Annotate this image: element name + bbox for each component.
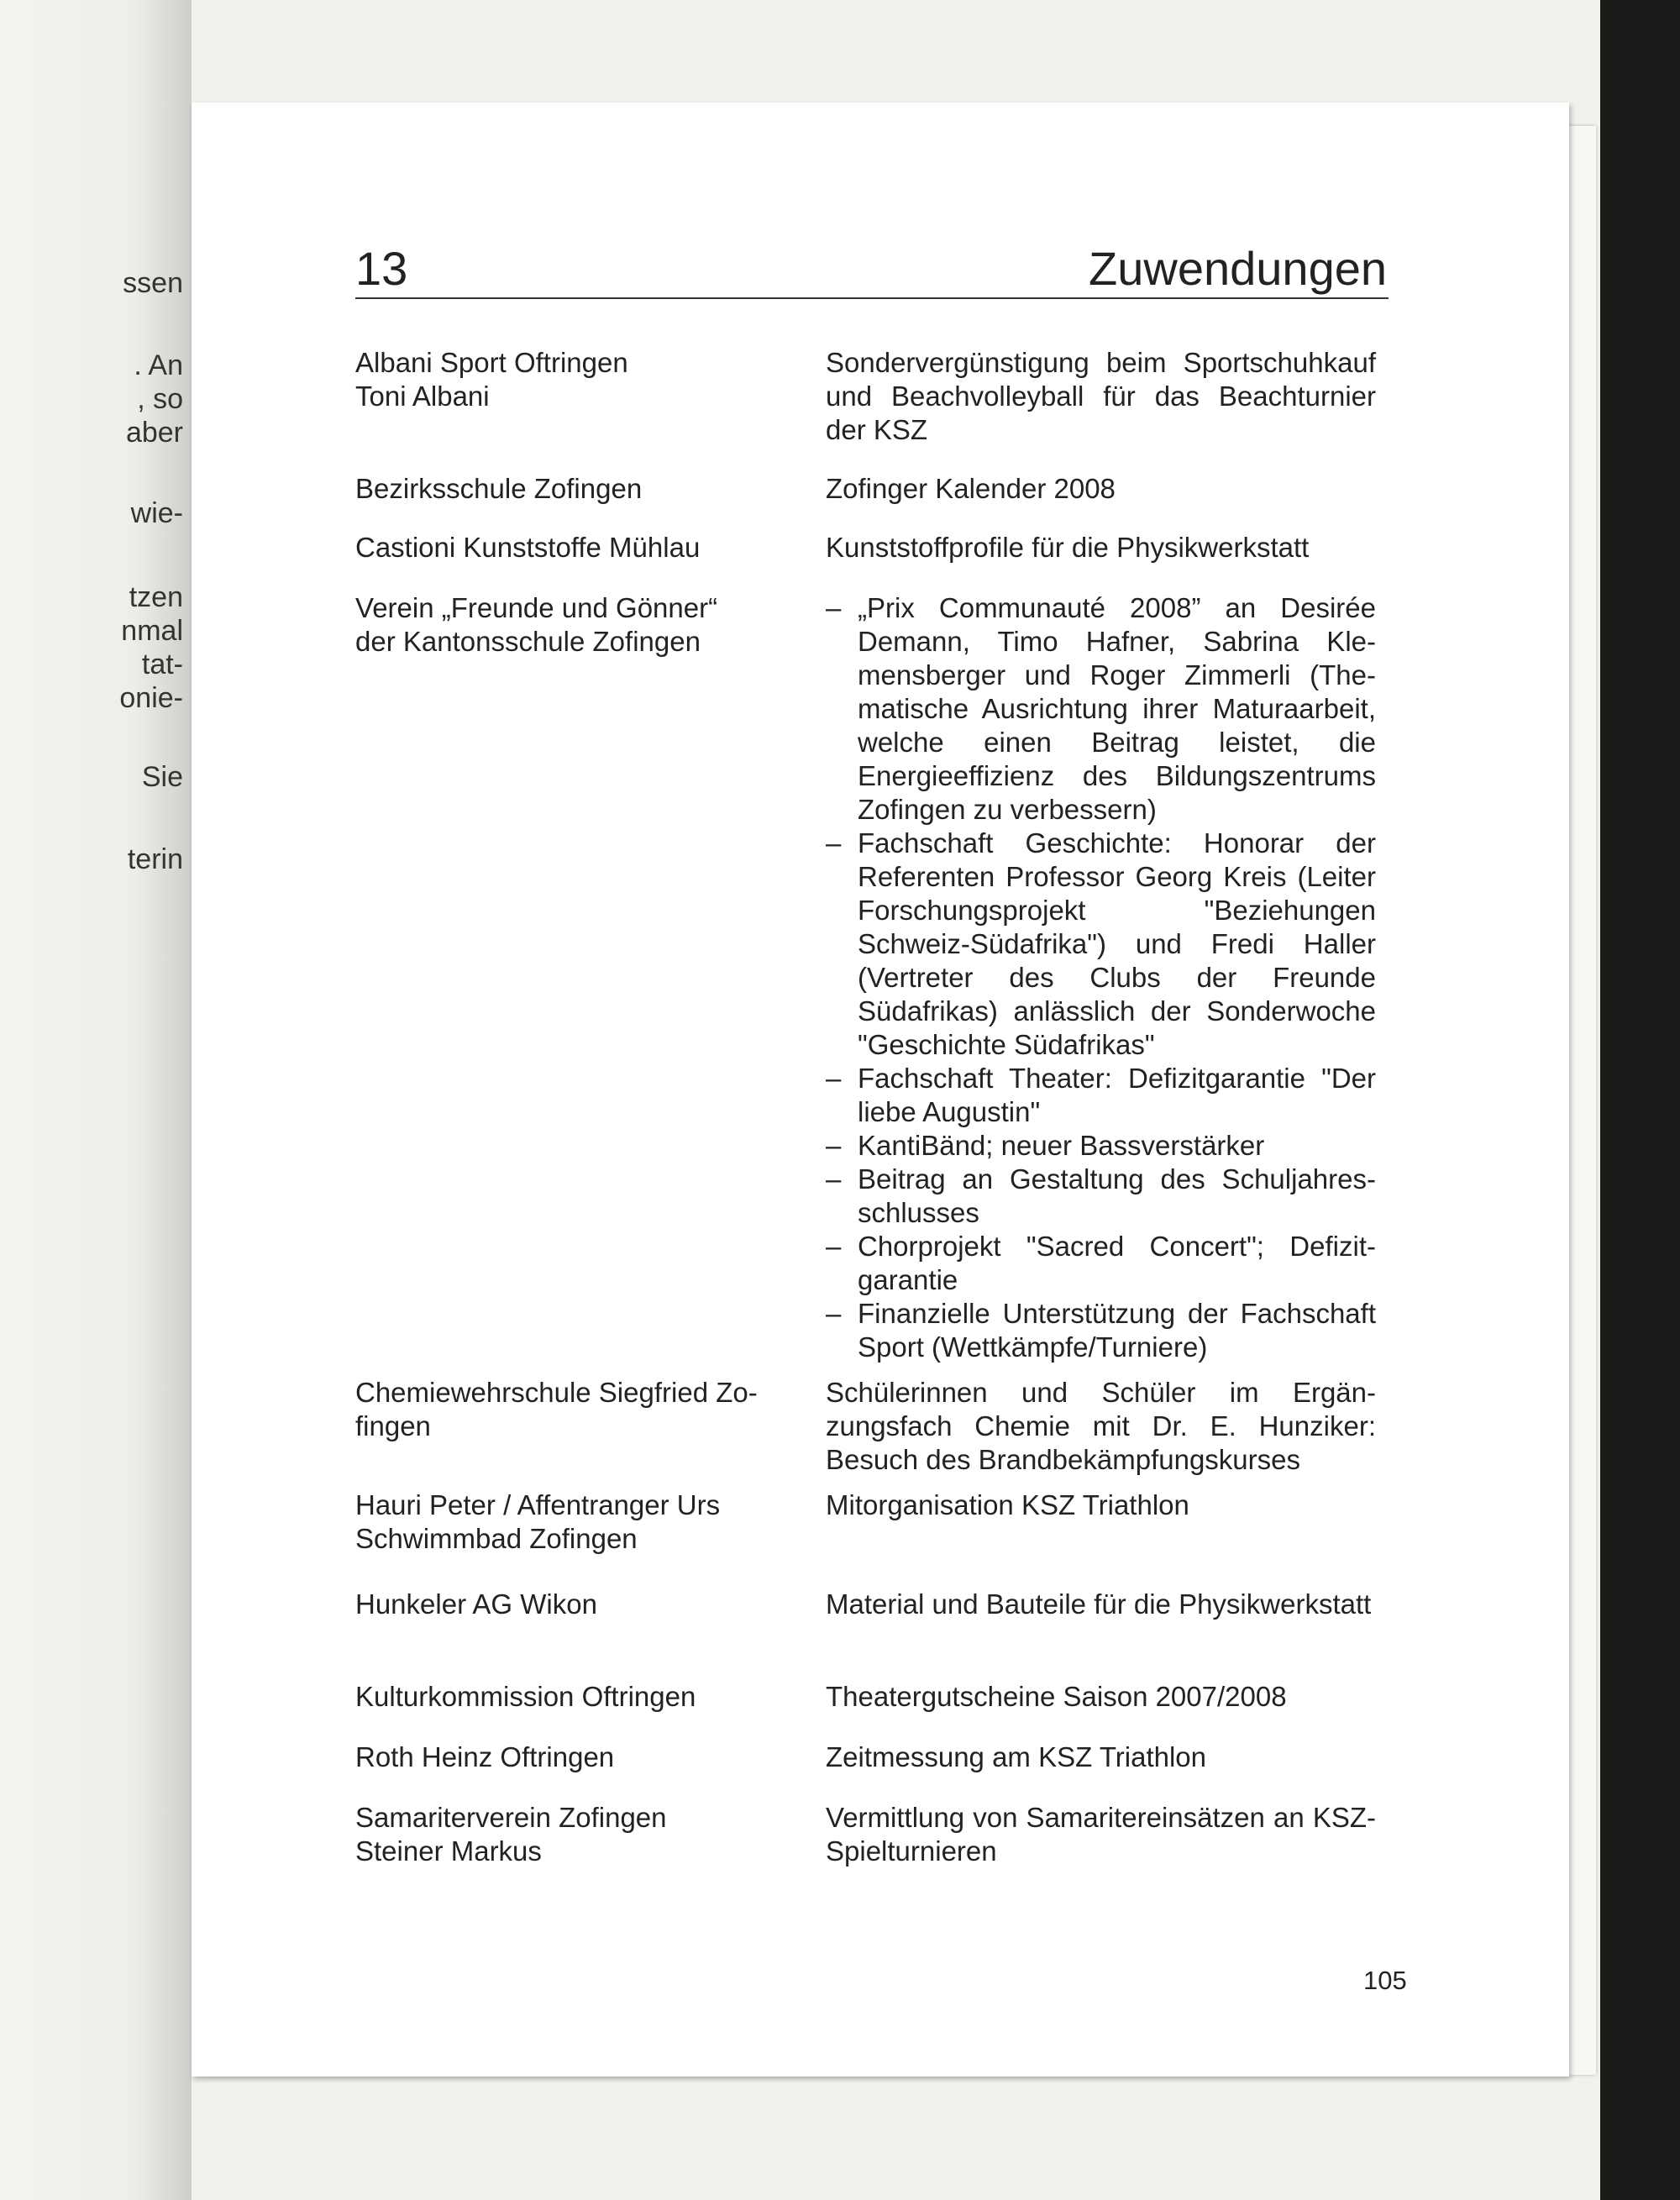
gift-description: Zeitmessung am KSZ Triathlon xyxy=(826,1741,1207,1772)
left-page-fragment: tzen xyxy=(129,581,183,613)
chapter-header xyxy=(355,242,1389,299)
gift-list-container xyxy=(826,591,1376,1364)
gift-description: Sondervergünstigung beim Sportschuhkauf und Beachvolleyball für das Beachturnier der KSZ xyxy=(826,347,1376,445)
gift-list-item: – Chorprojekt "Sacred Concert"; Defizitgarantie xyxy=(826,1230,1376,1297)
donor-name xyxy=(355,1801,792,1868)
left-page-fragment: aber xyxy=(125,417,183,449)
donor-line: Hauri Peter / Affentranger Urs xyxy=(355,1489,721,1520)
gift-list-item: – KantiBänd; neuer Bassverstärker xyxy=(826,1129,1376,1163)
left-page-edge xyxy=(0,0,192,2200)
left-page-fragment: onie- xyxy=(119,682,183,714)
donor-name xyxy=(355,1588,792,1621)
donor-line: der Kantonsschule Zofingen xyxy=(355,626,701,657)
gift-description: Theatergutscheine Saison 2007/2008 xyxy=(826,1681,1287,1712)
donor-name xyxy=(355,472,792,506)
gift-description: Mitorganisation KSZ Triathlon xyxy=(826,1489,1189,1520)
left-page-fragment: ssen xyxy=(123,267,183,299)
donor-line: Albani Sport Oftringen xyxy=(355,347,628,378)
donor-line: Hunkeler AG Wikon xyxy=(355,1588,597,1620)
chapter-title: Zuwendungen xyxy=(1089,242,1387,295)
donor-line: Schwimmbad Zofingen xyxy=(355,1523,638,1554)
donor-line: fingen xyxy=(355,1410,431,1441)
gift-list-item: – Fachschaft Theater: Defizitgarantie "Der liebe Augustin" xyxy=(826,1062,1376,1129)
gift-description: Vermittlung von Samaritereinsätzen an KSZ-Spielturnieren xyxy=(826,1802,1376,1867)
left-page-fragment: terin xyxy=(127,843,183,875)
donor-name xyxy=(355,591,792,659)
gift-description: Kunststoffprofile für die Physikwerkstatt xyxy=(826,532,1310,563)
donor-line: Chemiewehrschule Siegfried Zo- xyxy=(355,1377,758,1408)
donor-name xyxy=(355,1489,792,1556)
donor-line: Steiner Markus xyxy=(355,1835,542,1867)
left-page-fragment: wie- xyxy=(130,497,183,529)
left-page-fragment: Sie xyxy=(141,761,183,793)
donor-line: Verein „Freunde und Gönner“ xyxy=(355,592,718,623)
left-page-fragment: nmal xyxy=(121,615,183,647)
document-page xyxy=(192,102,1569,2077)
donor-name xyxy=(355,1680,792,1714)
donor-name xyxy=(355,346,792,413)
gift-list-item: – „Prix Communauté 2008” an Desirée Demann, Timo Hafner, Sabrina Klemensberger und Roger Zimmerli (Thematische Ausrichtung ihrer Maturaarbeit, welche einen Beitrag leistet, die Energieeffizienz des Bildungszentrums Zofingen zu verbessern) xyxy=(826,591,1376,827)
gift-description: Material und Bauteile für die Physikwerkstatt xyxy=(826,1588,1372,1620)
gift-list-item: – Beitrag an Gestaltung des Schuljahresschlusses xyxy=(826,1163,1376,1230)
donor-line: Samariterverein Zofingen xyxy=(355,1802,667,1833)
donor-line: Kulturkommission Oftringen xyxy=(355,1681,696,1712)
donor-name xyxy=(355,531,792,564)
left-page-fragment: tat- xyxy=(141,648,183,680)
donor-line: Toni Albani xyxy=(355,381,490,412)
page-number: 105 xyxy=(1363,1966,1407,1995)
chapter-number: 13 xyxy=(355,242,408,295)
donor-line: Roth Heinz Oftringen xyxy=(355,1741,615,1772)
left-page-fragment: , so xyxy=(137,383,183,415)
donor-line: Bezirksschule Zofingen xyxy=(355,473,643,504)
gift-description: Zofinger Kalender 2008 xyxy=(826,473,1116,504)
donor-name xyxy=(355,1741,792,1774)
gift-list-item: – Finanzielle Unterstützung der Fachschaft Sport (Wettkämpfe/Turniere) xyxy=(826,1297,1376,1364)
gift-list-item: – Fachschaft Geschichte: Honorar der Referenten Professor Georg Kreis (Leiter Forschungsprojekt "Beziehungen Schweiz-Südafrika") und Fredi Haller (Vertreter des Clubs der Freunde Südafrikas) anlässlich der Sonderwoche "Geschichte Südafrikas" xyxy=(826,827,1376,1062)
donor-line: Castioni Kunststoffe Mühlau xyxy=(355,532,701,563)
donor-name xyxy=(355,1376,792,1443)
gift-description: Schülerinnen und Schüler im Ergänzungsfach Chemie mit Dr. E. Hunziker: Besuch des Brandbekämpfungskurses xyxy=(826,1377,1376,1475)
dark-binding-edge xyxy=(1600,0,1680,2200)
left-page-fragment: . An xyxy=(134,349,183,381)
gift-list xyxy=(826,591,1376,1364)
